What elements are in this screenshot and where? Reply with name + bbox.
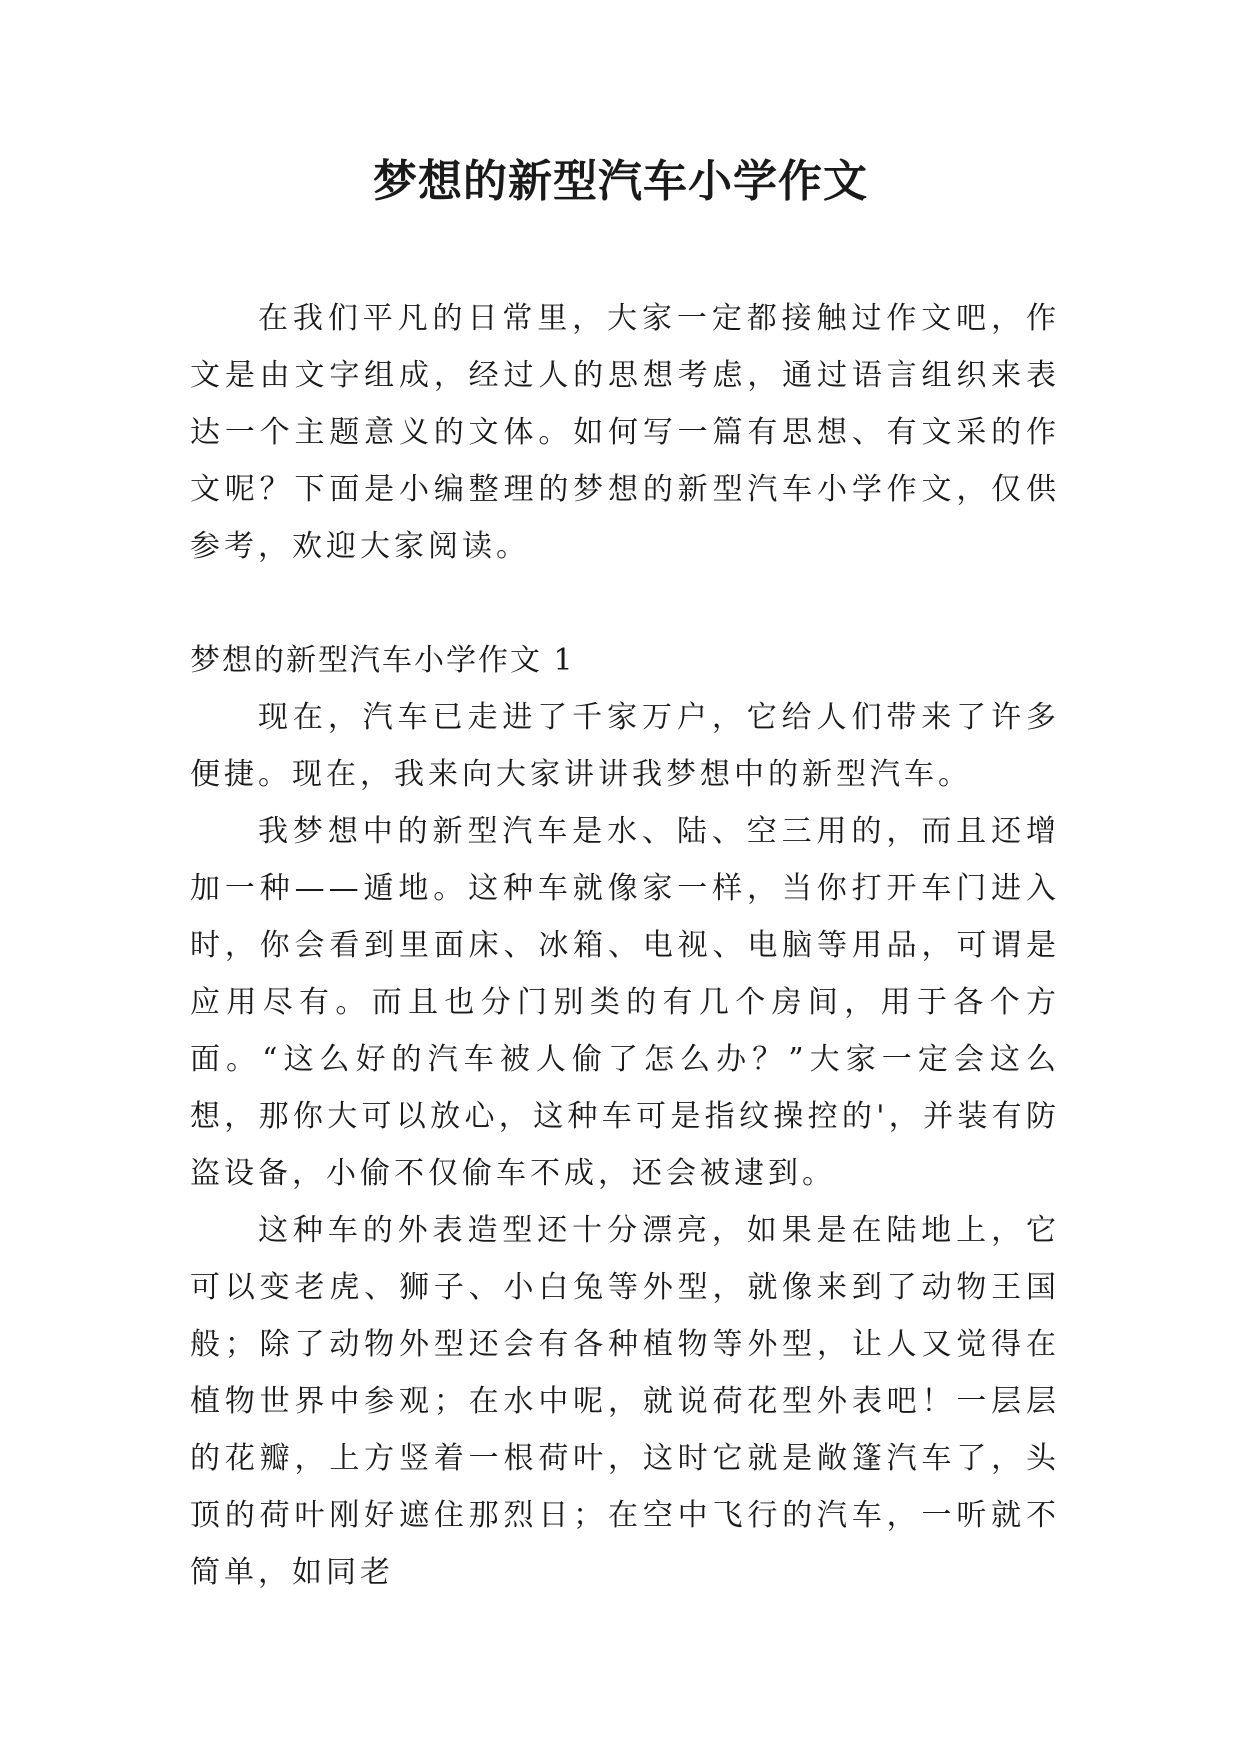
document-title: 梦想的新型汽车小学作文: [373, 156, 868, 207]
intro-paragraph: 在我们平凡的日常里，大家一定都接触过作文吧，作文是由文字组成，经过人的思想考虑，通过语言组织来表达一个主题意义的文体。如何写一篇有思想、有文采的作文呢？下面是小编整理的梦想的新型汽车小学作文，仅供参考，欢迎大家阅读。: [190, 301, 1060, 564]
body-paragraph-1: 现在，汽车已走进了千家万户，它给人们带来了许多便捷。现在，我来向大家讲讲我梦想中的新型汽车。: [190, 700, 1060, 792]
section-heading: 梦想的新型汽车小学作文 1: [190, 643, 575, 678]
document-body: [190, 290, 1060, 1601]
body-paragraph-2: 我梦想中的新型汽车是水、陆、空三用的，而且还增加一种——遁地。这种车就像家一样，当你打开车门进入时，你会看到里面床、冰箱、电视、电脑等用品，可谓是应用尽有。而且也分门别类的有几个房间，用于各个方面。“这么好的汽车被人偷了怎么办？”大家一定会这么想，那你大可以放心，这种车可是指纹操控的'，并装有防盗设备，小偷不仅偷车不成，还会被逮到。: [190, 814, 1060, 1191]
body-paragraph-3: 这种车的外表造型还十分漂亮，如果是在陆地上，它可以变老虎、狮子、小白兔等外型，就像来到了动物王国般；除了动物外型还会有各种植物等外型，让人又觉得在植物世界中参观；在水中呢，就说荷花型外表吧！一层层的花瓣，上方竖着一根荷叶，这时它就是敞篷汽车了，头顶的荷叶刚好遮住那烈日；在空中飞行的汽车，一听就不简单，如同老: [190, 1213, 1060, 1590]
